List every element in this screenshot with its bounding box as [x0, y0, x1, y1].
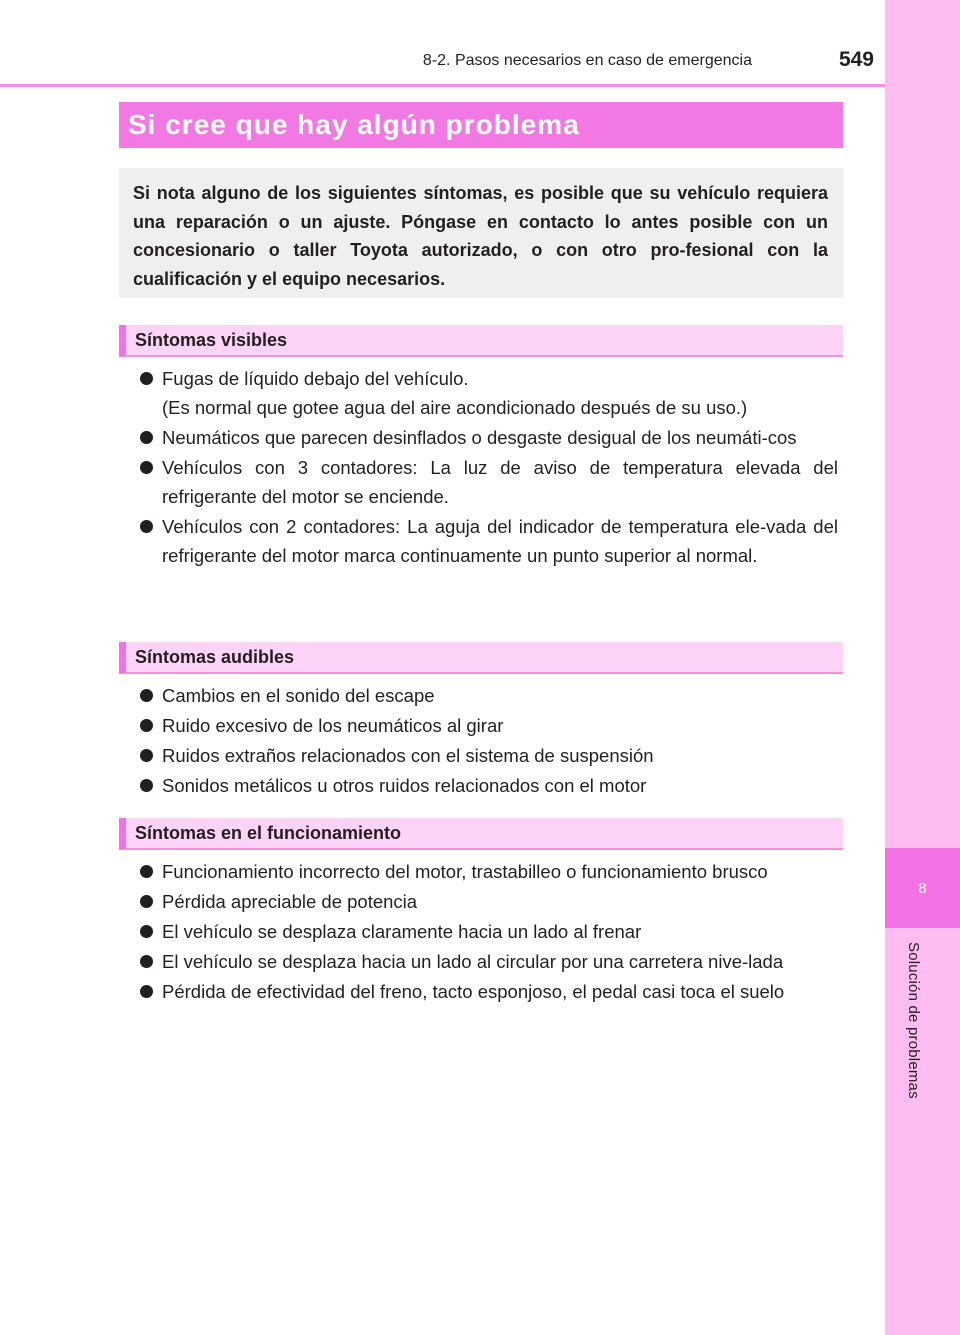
list-item — [0, 681, 838, 710]
section-heading-operation: Síntomas en el funcionamiento — [119, 818, 843, 850]
item-text: Cambios en el sonido del escape — [162, 685, 435, 706]
item-text: Ruidos extraños relacionados con el sistema de suspensión — [162, 745, 654, 766]
audible-symptoms-list — [0, 681, 838, 801]
bullet-icon — [140, 372, 153, 385]
intro-box: Si nota alguno de los siguientes síntomas, es posible que su vehículo requiera una reparación o un ajuste. Póngase en contacto lo antes posible con un concesionario o taller Toyota autorizado, o con otro pro-fesional con la cualificación y el equipo necesarios. — [119, 168, 843, 298]
list-item — [0, 947, 838, 976]
bullet-icon — [140, 865, 153, 878]
header-rule — [0, 84, 885, 87]
operation-symptoms-list — [0, 857, 838, 1007]
side-tab — [885, 0, 960, 1335]
list-item — [0, 917, 838, 946]
item-note: (Es normal que gotee agua del aire acondicionado después de su uso.) — [162, 397, 748, 418]
list-item — [0, 857, 838, 886]
item-text: Funcionamiento incorrecto del motor, trastabilleo o funcionamiento brusco — [162, 861, 768, 882]
item-text: El vehículo se desplaza claramente hacia un lado al frenar — [162, 921, 642, 942]
chapter-number-tab: 8 — [885, 848, 960, 928]
list-item — [0, 741, 838, 770]
item-text: Sonidos metálicos u otros ruidos relacionados con el motor — [162, 775, 647, 796]
item-text: Vehículos con 2 contadores: La aguja del indicador de temperatura ele-vada del refrigerante del motor marca continuamente un punto superior al normal. — [162, 516, 838, 566]
bullet-icon — [140, 719, 153, 732]
bullet-icon — [140, 985, 153, 998]
item-text: El vehículo se desplaza hacia un lado al circular por una carretera nive-lada — [162, 951, 784, 972]
bullet-icon — [140, 461, 153, 474]
item-text: Neumáticos que parecen desinflados o desgaste desigual de los neumáti-cos — [162, 427, 797, 448]
list-item — [0, 453, 838, 511]
bullet-icon — [140, 749, 153, 762]
list-item — [0, 771, 838, 800]
chapter-label: Solución de problemas — [905, 942, 922, 1099]
bullet-icon — [140, 520, 153, 533]
bullet-icon — [140, 779, 153, 792]
item-text: Pérdida de efectividad del freno, tacto esponjoso, el pedal casi toca el suelo — [162, 981, 785, 1002]
section-heading-visible: Síntomas visibles — [119, 325, 843, 357]
item-text: Fugas de líquido debajo del vehículo. — [162, 368, 469, 389]
bullet-icon — [140, 895, 153, 908]
item-text: Vehículos con 3 contadores: La luz de aviso de temperatura elevada del refrigerante del motor se enciende. — [162, 457, 838, 507]
page-number: 549 — [838, 48, 874, 71]
bullet-icon — [140, 689, 153, 702]
page-title: Si cree que hay algún problema — [119, 102, 843, 148]
list-item — [0, 887, 838, 916]
list-item — [0, 423, 838, 452]
bullet-icon — [140, 955, 153, 968]
list-item — [0, 711, 838, 740]
header-section-title: 8-2. Pasos necesarios en caso de emergencia — [422, 52, 752, 69]
section-heading-audible: Síntomas audibles — [119, 642, 843, 674]
bullet-icon — [140, 925, 153, 938]
list-item — [0, 512, 838, 570]
list-item — [0, 977, 838, 1006]
item-text: Ruido excesivo de los neumáticos al girar — [162, 715, 504, 736]
item-text: Pérdida apreciable de potencia — [162, 891, 418, 912]
visible-symptoms-list — [0, 364, 838, 571]
list-item — [0, 364, 838, 422]
bullet-icon — [140, 431, 153, 444]
